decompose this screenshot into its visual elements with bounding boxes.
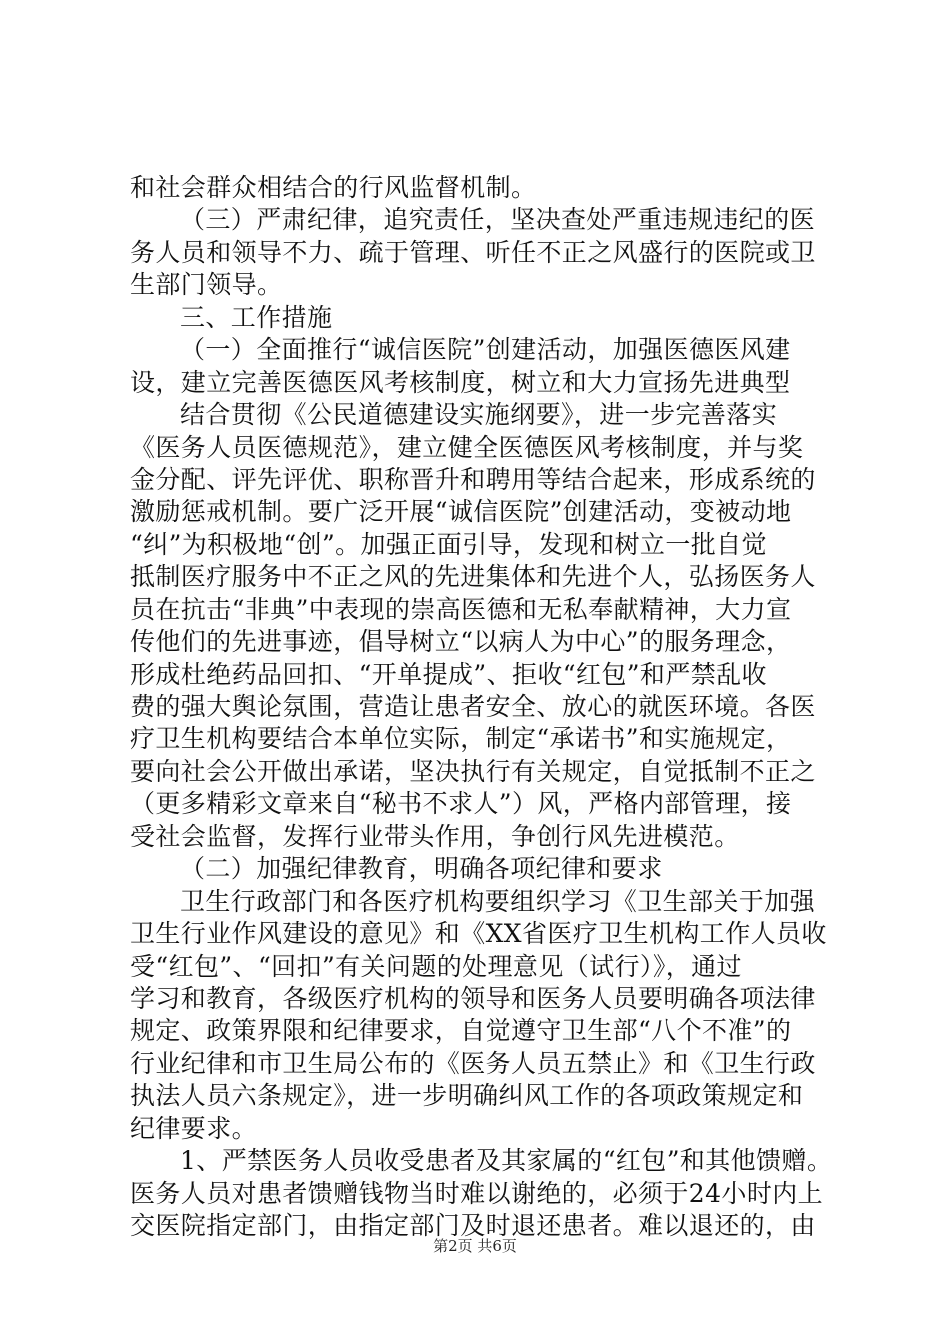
section-heading: 三、工作措施 bbox=[180, 302, 333, 332]
text-line: 结合贯彻《公民道德建设实施纲要》，进一步完善落实 bbox=[180, 400, 778, 430]
text-line: 激励惩戒机制。要广泛开展“诚信医院”创建活动，变被动地 bbox=[130, 497, 792, 527]
text-line: 务人员和领导不力、疏于管理、听任不正之风盛行的医院或卫 bbox=[130, 237, 816, 267]
text-line: 卫生行业作风建设的意见》和《XX省医疗卫生机构工作人员收 bbox=[130, 919, 827, 949]
text-line: 抵制医疗服务中不正之风的先进集体和先进个人，弘扬医务人 bbox=[130, 562, 816, 592]
text-line: 交医院指定部门，由指定部门及时退还患者。难以退还的，由 bbox=[130, 1211, 816, 1240]
text-line: 受“红包”、“回扣”有关问题的处理意见（试行）》，通过 bbox=[130, 951, 742, 981]
text-line: 传他们的先进事迹，倡导树立“以病人为中心”的服务理念， bbox=[130, 627, 792, 657]
page-number-footer: 第2页 共6页 bbox=[433, 1237, 517, 1255]
text-line: 1、严禁医务人员收受患者及其家属的“红包”和其他馈赠。 bbox=[180, 1146, 833, 1176]
subsection-heading: （二）加强纪律教育，明确各项纪律和要求 bbox=[180, 854, 663, 884]
text-line: 和社会群众相结合的行风监督机制。 bbox=[130, 173, 537, 202]
text-line: “纠”为积极地“创”。加强正面引导，发现和树立一批自觉 bbox=[130, 529, 767, 559]
text-line: 费的强大舆论氛围，营造让患者安全、放心的就医环境。各医 bbox=[130, 692, 816, 721]
text-line: 形成杜绝药品回扣、“开单提成”、拒收“红包”和严禁乱收 bbox=[130, 659, 767, 689]
text-line: 执法人员六条规定》，进一步明确纠风工作的各项政策规定和 bbox=[130, 1081, 804, 1111]
text-line: （三）严肃纪律，追究责任，坚决查处严重违规违纪的医 bbox=[180, 205, 816, 235]
text-line: 学习和教育，各级医疗机构的领导和医务人员要明确各项法律 bbox=[130, 983, 816, 1013]
text-line: 生部门领导。 bbox=[130, 270, 283, 300]
text-line: 金分配、评先评优、职称晋升和聘用等结合起来，形成系统的 bbox=[130, 464, 816, 494]
text-line: 受社会监督，发挥行业带头作用，争创行风先进模范。 bbox=[130, 821, 740, 851]
text-line: 行业纪律和市卫生局公布的《医务人员五禁止》和《卫生行政 bbox=[130, 1048, 816, 1078]
text-line: 《医务人员医德规范》，建立健全医德医风考核制度，并与奖 bbox=[130, 432, 804, 462]
text-line: （更多精彩文章来自“秘书不求人”）风，严格内部管理，接 bbox=[130, 789, 792, 819]
subsection-heading: （一）全面推行“诚信医院”创建活动，加强医德医风建 bbox=[180, 335, 791, 365]
text-line: 医务人员对患者馈赠钱物当时难以谢绝的，必须于24小时内上 bbox=[130, 1178, 824, 1208]
document-body bbox=[130, 172, 833, 1242]
text-line: 卫生行政部门和各医疗机构要组织学习《卫生部关于加强 bbox=[180, 886, 816, 916]
subsection-heading: 设，建立完善医德医风考核制度，树立和大力宣扬先进典型 bbox=[130, 367, 791, 397]
text-line: 规定、政策界限和纪律要求，自觉遵守卫生部“八个不准”的 bbox=[130, 1016, 792, 1046]
text-line: 纪律要求。 bbox=[130, 1113, 258, 1143]
text-line: 员在抗击“非典”中表现的崇高医德和无私奉献精神，大力宣 bbox=[130, 594, 792, 624]
text-line: 要向社会公开做出承诺，坚决执行有关规定，自觉抵制不正之 bbox=[130, 756, 816, 786]
text-line: 疗卫生机构要结合本单位实际，制定“承诺书”和实施规定， bbox=[130, 724, 792, 754]
